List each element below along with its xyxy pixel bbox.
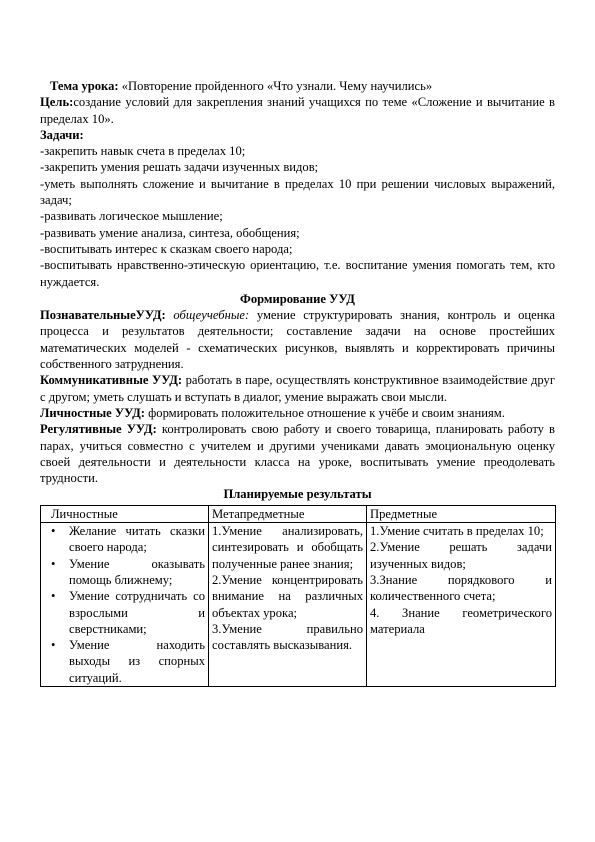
tasks-heading: Задачи: xyxy=(40,127,84,142)
goal-text: создание условий для закрепления знаний учащихся по теме «Сложение и вычитание в пределах 10». xyxy=(40,95,555,126)
results-table xyxy=(40,505,556,687)
bullet-icon: • xyxy=(51,638,56,653)
personal-results-list xyxy=(41,523,205,686)
task-item: -закрепить навык счета в пределах 10; xyxy=(40,144,246,159)
task-item: -воспитывать нравственно-этическую ориентацию, т.е. воспитание умения помогать тем, кто нуждается. xyxy=(40,258,555,289)
list-item: • Умение находить выходы из спорных ситуаций. xyxy=(51,638,205,685)
lesson-goal xyxy=(40,94,555,127)
communicative-text: работать в паре, осуществлять конструктивное взаимодействие друг с другом; уметь слушать и вступать в диалог, умение выражать свои мысли. xyxy=(40,373,555,404)
task-item: -закрепить умения решать задачи изученных видов; xyxy=(40,160,319,175)
regulatory-label: Регулятивные УУД: xyxy=(40,422,157,437)
column-header-subject: Предметные xyxy=(367,505,556,522)
task-item: -развивать логическое мышление; xyxy=(40,209,223,224)
results-heading: Планируемые результаты xyxy=(223,487,372,502)
bullet-icon: • xyxy=(51,524,56,539)
results-header-row xyxy=(41,505,556,522)
tasks-list xyxy=(40,143,555,290)
list-item: 3.Знание порядкового и количественного счета; xyxy=(370,572,552,604)
results-body-row xyxy=(41,523,556,687)
list-item: 1.Умение анализировать, синтезировать и обобщать полученные ранее знания; xyxy=(212,524,363,571)
list-item: • Умение сотрудничать со взрослыми и сверстниками; xyxy=(51,589,205,636)
uud-personal xyxy=(40,405,555,421)
uud-heading: Формирование УУД xyxy=(240,291,355,306)
cognitive-italic: общеучебные: xyxy=(165,308,250,323)
list-item: 1.Умение считать в пределах 10; xyxy=(370,524,544,539)
bullet-icon: • xyxy=(51,556,56,571)
personal-results-cell xyxy=(41,523,209,687)
list-item: 3.Умение правильно составлять высказывания. xyxy=(212,621,363,653)
cognitive-text: умение структурировать знания, контроль и оценка процесса и результатов деятельности; составление задачи на основе простейших математических моделей - схематических рисунков, выявлять и корректировать причины собственного затруднения. xyxy=(40,308,555,372)
list-item: • Желание читать сказки своего народа; xyxy=(51,524,205,555)
list-item: • Умение оказывать помощь ближнему; xyxy=(51,556,205,587)
meta-results-cell xyxy=(209,523,367,687)
topic-label: Тема урока: xyxy=(50,79,119,93)
lesson-topic xyxy=(40,78,555,94)
document-page xyxy=(40,78,555,687)
cognitive-label: ПознавательныеУУД: xyxy=(40,308,166,323)
task-item: -развивать умение анализа, синтеза, обобщения; xyxy=(40,225,300,240)
goal-label: Цель: xyxy=(40,95,74,110)
regulatory-text: контролировать свою работу и своего товарища, планировать работу в парах, учиться совместно с учителем и другими учениками давать эмоциональную оценку своей деятельности и деятельности класса на уроке, воспитывать умение преодолевать трудности. xyxy=(40,422,555,486)
personal-text: формировать положительное отношение к учёбе и своим знаниям. xyxy=(144,405,505,420)
uud-cognitive xyxy=(40,307,555,372)
task-item: -воспитывать интерес к сказкам своего народа; xyxy=(40,241,293,256)
column-header-personal: Личностные xyxy=(41,505,209,522)
column-header-meta: Метапредметные xyxy=(209,505,367,522)
bullet-icon: • xyxy=(51,589,56,604)
list-item: 2.Умение решать задачи изученных видов; xyxy=(370,540,552,571)
task-item: -уметь выполнять сложение и вычитание в пределах 10 при решении числовых выражений, задач; xyxy=(40,176,555,208)
communicative-label: Коммуникативные УУД: xyxy=(40,373,183,388)
list-item: 4. Знание геометрического материала xyxy=(370,605,552,636)
topic-text: «Повторение пройденного «Что узнали. Чему научились» xyxy=(118,79,433,93)
uud-regulatory xyxy=(40,421,555,486)
subject-results-cell xyxy=(367,523,556,687)
list-item: 2.Умение концентрировать внимание на различных объектах урока; xyxy=(212,572,363,620)
personal-label: Личностные УУД: xyxy=(40,405,145,420)
uud-communicative xyxy=(40,372,555,405)
